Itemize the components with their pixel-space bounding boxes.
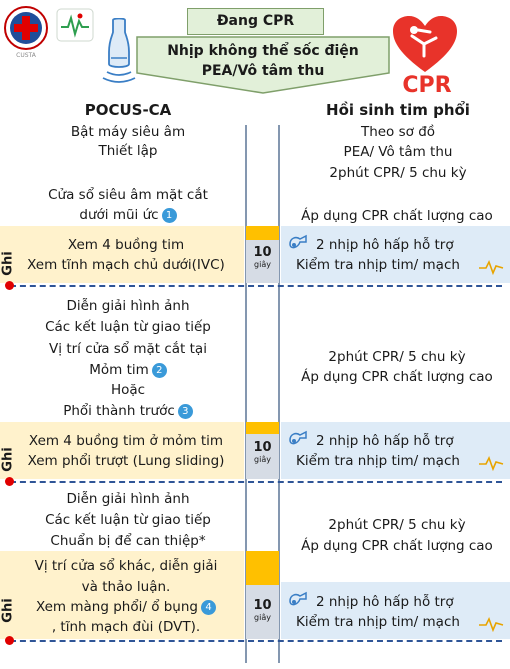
left-column-title: POCUS-CA bbox=[84, 101, 172, 119]
band3-left-text-3: Xem màng phổi/ ổ bụng bbox=[35, 599, 198, 615]
right-column-title: Hồi sinh tim phổi bbox=[326, 101, 470, 119]
step2-phoi: Phổi thành trước bbox=[63, 403, 175, 419]
status-box bbox=[187, 8, 324, 35]
left-column-line: Thiết lập bbox=[98, 143, 158, 159]
band2-right-line: 2 nhịp hô hấp hỗ trợ bbox=[316, 433, 454, 449]
step2-text bbox=[20, 402, 236, 421]
cpr-heart-icon bbox=[390, 14, 460, 76]
rhythm-line-2: PEA/Vô tâm thu bbox=[201, 63, 325, 79]
ventilation-bag-icon bbox=[286, 587, 310, 611]
step2-text bbox=[20, 361, 236, 380]
band3-left-line: Vị trí cửa sổ khác, diễn giải bbox=[34, 558, 218, 574]
step2-text: Các kết luận từ giao tiếp bbox=[45, 319, 211, 335]
record-divider bbox=[10, 481, 502, 483]
step2-text: Hoặc bbox=[110, 382, 146, 398]
step2-right-text: Áp dụng CPR chất lượng cao bbox=[301, 369, 493, 385]
pulse-icon bbox=[478, 616, 504, 632]
ventilation-bag-icon bbox=[286, 426, 310, 450]
band3-right-line: 2 nhịp hô hấp hỗ trợ bbox=[316, 594, 454, 610]
rhythm-line-1: Nhịp không thể sốc điện bbox=[167, 43, 359, 59]
band1-timer-yellow bbox=[246, 226, 279, 240]
timer-value: 10 bbox=[253, 440, 272, 455]
step-number-badge: 2 bbox=[152, 363, 167, 378]
step1-text-2: dưới mũi ức bbox=[79, 207, 159, 223]
step3-text: Diễn giải hình ảnh bbox=[66, 491, 190, 507]
right-column-line: Theo sơ đồ bbox=[360, 124, 436, 140]
step2-text: Diễn giải hình ảnh bbox=[66, 298, 190, 314]
step1-text bbox=[20, 206, 236, 225]
timer-10s bbox=[246, 598, 279, 623]
ventilation-bag-icon bbox=[286, 230, 310, 254]
record-label: Ghi bbox=[0, 447, 16, 472]
right-column-line: 2phút CPR/ 5 chu kỳ bbox=[329, 165, 467, 181]
band1-left-line: Xem 4 buồng tim bbox=[67, 237, 185, 253]
step3-right-text: 2phút CPR/ 5 chu kỳ bbox=[328, 517, 466, 533]
left-logo-caption: CUSTA bbox=[16, 52, 36, 59]
step-number-badge: 1 bbox=[162, 208, 177, 223]
step-number-badge: 4 bbox=[201, 600, 216, 615]
step1-text: Cửa sổ siêu âm mặt cắt bbox=[48, 187, 208, 203]
band1-right-line: Kiểm tra nhịp tim/ mạch bbox=[296, 257, 460, 273]
step2-mom: Mỏm tim bbox=[89, 362, 149, 378]
right-column-line: PEA/ Vô tâm thu bbox=[343, 144, 453, 160]
record-label: Ghi bbox=[0, 251, 16, 276]
band2-right-line: Kiểm tra nhịp tim/ mạch bbox=[296, 453, 460, 469]
record-divider bbox=[10, 285, 502, 287]
timer-unit: giây bbox=[254, 260, 271, 269]
step-number-badge: 3 bbox=[178, 404, 193, 419]
timer-value: 10 bbox=[253, 245, 272, 260]
band3-left-line: , tĩnh mạch đùi (DVT). bbox=[51, 619, 201, 635]
timer-value: 10 bbox=[253, 598, 272, 613]
cpr-badge: CPR bbox=[402, 73, 452, 98]
band2-left-line: Xem 4 buồng tim ở mỏm tim bbox=[28, 433, 224, 449]
band2-left-line: Xem phổi trượt (Lung sliding) bbox=[27, 453, 225, 469]
step1-right-text: Áp dụng CPR chất lượng cao bbox=[301, 208, 493, 224]
band1-left-line: Xem tĩnh mạch chủ dưới(IVC) bbox=[27, 257, 225, 273]
step2-right-text: 2phút CPR/ 5 chu kỳ bbox=[328, 349, 466, 365]
pulse-icon bbox=[478, 259, 504, 275]
timer-10s bbox=[246, 245, 279, 270]
band3-right-line: Kiểm tra nhịp tim/ mạch bbox=[296, 614, 460, 630]
status-title: Đang CPR bbox=[216, 13, 295, 29]
timer-unit: giây bbox=[254, 613, 271, 622]
red-cross-logo bbox=[4, 6, 48, 50]
record-divider bbox=[10, 640, 502, 642]
band3-timer-yellow bbox=[246, 551, 279, 585]
band2-timer-yellow bbox=[246, 422, 279, 434]
heartbeat-logo bbox=[56, 8, 94, 42]
left-column-line: Bật máy siêu âm bbox=[70, 124, 186, 140]
step3-text: Các kết luận từ giao tiếp bbox=[45, 512, 211, 528]
pulse-icon bbox=[478, 455, 504, 471]
timer-unit: giây bbox=[254, 455, 271, 464]
band3-left-line bbox=[10, 598, 242, 617]
step2-text: Vị trí cửa sổ mặt cắt tại bbox=[49, 341, 207, 357]
step3-right-text: Áp dụng CPR chất lượng cao bbox=[301, 538, 493, 554]
ultrasound-probe-icon bbox=[98, 18, 140, 88]
timer-10s bbox=[246, 440, 279, 465]
band1-right-line: 2 nhịp hô hấp hỗ trợ bbox=[316, 237, 454, 253]
record-label: Ghi bbox=[0, 598, 16, 623]
record-dot bbox=[5, 636, 14, 645]
band3-left-line: và thảo luận. bbox=[81, 579, 171, 595]
step3-text: Chuẩn bị để can thiệp* bbox=[50, 533, 206, 549]
record-dot bbox=[5, 281, 14, 290]
record-dot bbox=[5, 477, 14, 486]
